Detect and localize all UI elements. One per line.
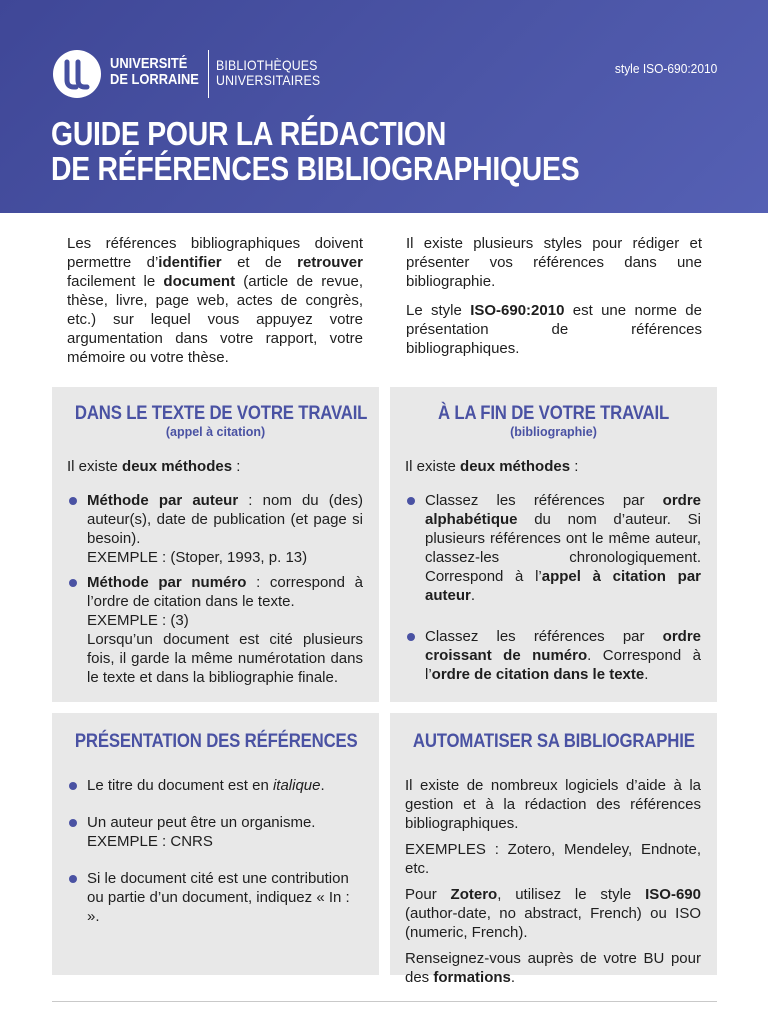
- page-title-line1: GUIDE POUR LA RÉDACTION: [51, 115, 447, 152]
- bold-text: deux méthodes: [460, 458, 571, 475]
- list-item: [405, 491, 701, 605]
- text: .: [470, 587, 476, 604]
- text: Un auteur peut être un organisme.: [87, 814, 316, 831]
- panel-body: [390, 776, 717, 987]
- university-name-line2: DE LORRAINE: [110, 71, 199, 88]
- bold-text: ISO-690: [645, 886, 701, 903]
- text: : correspond à l’ordre de citation dans le texte.: [87, 574, 363, 610]
- panel-body: [52, 457, 379, 687]
- text: Classez les références par: [425, 628, 663, 645]
- list-item: [67, 573, 363, 687]
- intro-left: [67, 234, 363, 375]
- example-text: EXEMPLE : CNRS: [87, 833, 213, 850]
- list-item: [67, 776, 363, 795]
- text: Renseignez-vous auprès de votre BU pour des: [405, 950, 701, 986]
- text: . Correspond à l’: [425, 647, 701, 683]
- intro-left-paragraph: [67, 234, 363, 367]
- bold-text: formations: [433, 969, 511, 986]
- paragraph: Il existe de nombreux logiciels d’aide à la gestion et à la rédaction des références bibliographiques.: [405, 777, 701, 832]
- bold-document: document: [163, 273, 236, 290]
- text: du nom d’auteur. Si plusieurs références ont le même auteur, classez-les chronologiquement. Correspond à l’: [425, 511, 701, 585]
- italic-text: italique: [272, 777, 321, 794]
- panel-title: DANS LE TEXTE DE VOTRE TRAVAIL: [74, 402, 368, 424]
- text: : nom du (des) auteur(s), date de publication (et page si besoin).: [87, 492, 363, 547]
- bold-text: ordre croissant de numéro: [425, 628, 701, 664]
- note-text: Lorsqu’un document est cité plusieurs fois, il garde la même numérotation dans le texte et dans la bibliographie finale.: [87, 631, 363, 686]
- panel-lead: [405, 457, 701, 476]
- text: Il existe: [405, 458, 461, 475]
- bold-text: Zotero: [450, 886, 498, 903]
- intro-right: [406, 234, 702, 366]
- method-list: [405, 491, 701, 684]
- university-name-line1: UNIVERSITÉ: [110, 55, 188, 72]
- page-title: [51, 116, 579, 186]
- panel-presentation: [52, 713, 379, 975]
- bold-identifier: identifier: [158, 254, 222, 271]
- text: Le titre du document est en: [87, 777, 273, 794]
- text: est une norme de présentation de références bibliographiques.: [406, 302, 702, 357]
- bold-text: appel à citation par auteur: [425, 568, 701, 604]
- paragraph: [405, 949, 701, 987]
- panel-body: [390, 457, 717, 684]
- paragraph: EXEMPLES : Zotero, Mendeley, Endnote, etc.: [405, 841, 701, 877]
- bold-text: deux méthodes: [122, 458, 233, 475]
- text: Si le document cité est une contribution ou partie d’un document, indiquez « In : ».: [87, 870, 350, 925]
- text: Les références bibliographiques doivent permettre d’: [67, 235, 363, 271]
- bold-iso: ISO-690:2010: [470, 302, 565, 319]
- paragraph: [405, 885, 701, 942]
- bold-retrouver: retrouver: [297, 254, 363, 271]
- intro-right-paragraph-1: Il existe plusieurs styles pour rédiger et présenter vos références dans une bibliographie.: [406, 235, 702, 290]
- method-list: [67, 491, 363, 687]
- text: .: [320, 777, 325, 794]
- text: :: [570, 458, 579, 475]
- text: (author-date, no abstract, French) ou ISO (numeric, French).: [405, 905, 701, 941]
- logo-divider: [208, 50, 209, 98]
- panel-title: PRÉSENTATION DES RÉFÉRENCES: [74, 730, 358, 752]
- panel-body: [52, 776, 379, 926]
- list-item: [67, 869, 363, 926]
- panel-lead: [67, 457, 363, 476]
- bold-text: Méthode par auteur: [87, 492, 239, 509]
- panel-subtitle: (bibliographie): [510, 425, 597, 439]
- text: Le style: [406, 302, 471, 319]
- panel-title: À LA FIN DE VOTRE TRAVAIL: [437, 402, 670, 424]
- example-text: EXEMPLE : (Stoper, 1993, p. 13): [87, 549, 308, 566]
- bold-text: ordre alphabétique: [425, 492, 701, 528]
- bottom-divider: [52, 1001, 717, 1002]
- text: facilement le: [67, 273, 164, 290]
- panel-in-text: [52, 387, 379, 702]
- list-item: [67, 813, 363, 851]
- text: et de: [221, 254, 298, 271]
- rules-list: [67, 776, 363, 926]
- style-tag: style ISO-690:2010: [614, 61, 717, 76]
- library-name-line2: UNIVERSITAIRES: [216, 72, 321, 88]
- library-name-line1: BIBLIOTHÈQUES: [216, 57, 318, 73]
- bold-text: ordre de citation dans le texte: [431, 666, 645, 683]
- panel-automate: [390, 713, 717, 986]
- intro-right-paragraph-2: [406, 301, 702, 358]
- text: Classez les références par: [425, 492, 663, 509]
- text: Il existe: [67, 458, 123, 475]
- panel-subtitle: (appel à citation): [165, 425, 266, 439]
- text: (article de revue, thèse, livre, page web, actes de congrès, etc.) sur lequel vous appuyez votre argumentation dans votre rapport, votre mémoire ou votre thèse.: [67, 273, 363, 366]
- text: :: [232, 458, 241, 475]
- text: .: [644, 666, 649, 683]
- example-text: EXEMPLE : (3): [87, 612, 189, 629]
- bold-text: Méthode par numéro: [87, 574, 247, 591]
- page-title-line2: DE RÉFÉRENCES BIBLIOGRAPHIQUES: [51, 150, 580, 187]
- text: .: [510, 969, 516, 986]
- list-item: [67, 491, 363, 567]
- university-logo-icon: [53, 50, 101, 98]
- university-name: [110, 56, 199, 88]
- text: , utilisez le style: [497, 886, 646, 903]
- panel-end-of-work: [390, 387, 717, 702]
- panel-title: AUTOMATISER SA BIBLIOGRAPHIE: [412, 730, 695, 752]
- list-item: [405, 627, 701, 684]
- text: Pour: [405, 886, 451, 903]
- library-name: [216, 58, 320, 88]
- header-banner: [0, 0, 768, 213]
